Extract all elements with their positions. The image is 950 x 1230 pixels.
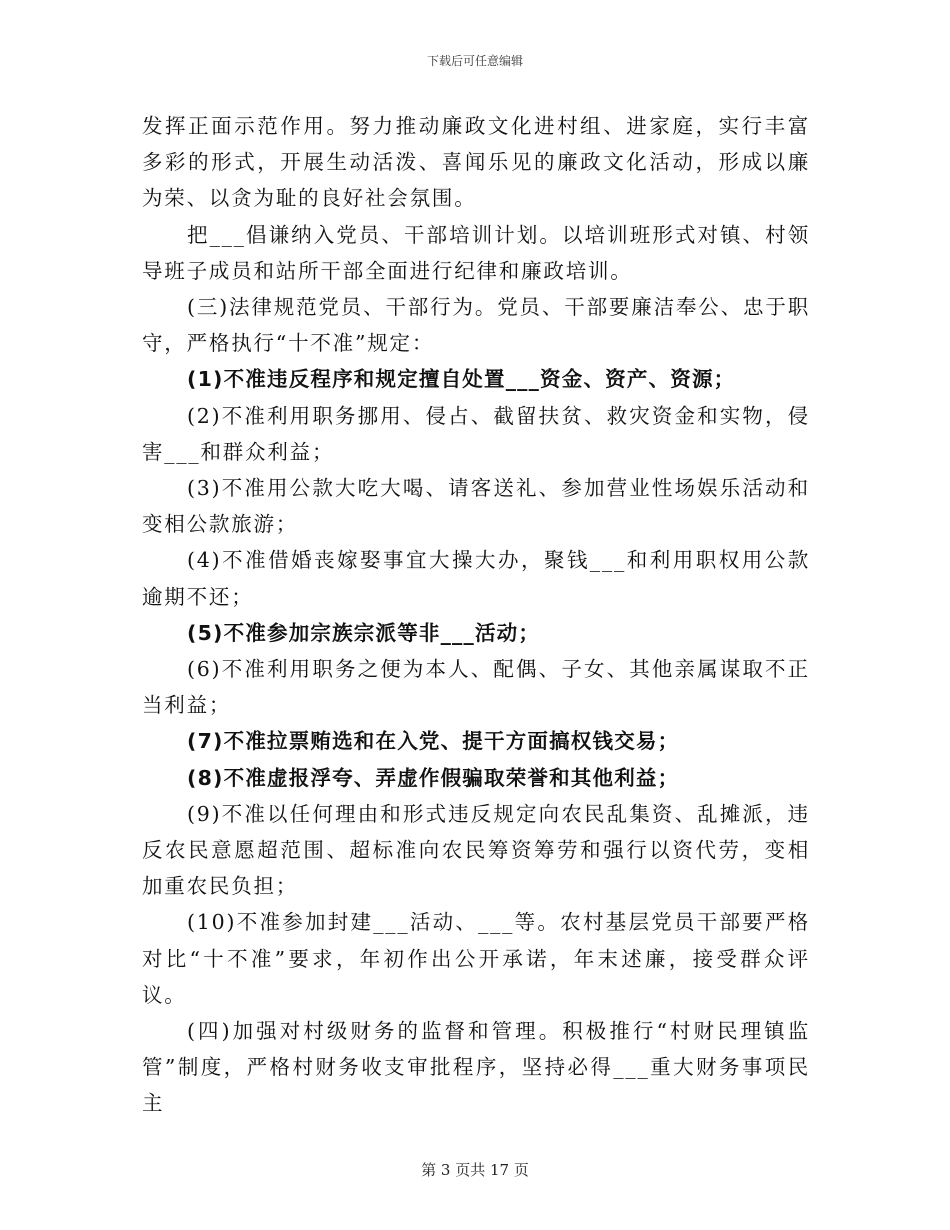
document-body xyxy=(142,108,810,1122)
paragraph-1: 发挥正面示范作用。努力推动廉政文化进村组、进家庭，实行丰富多彩的形式，开展生动活泼、喜闻乐见的廉政文化活动，形成以廉为荣、以贪为耻的良好社会氛围。 xyxy=(142,114,810,211)
rule-item-2: (2)不准利用职务挪用、侵占、截留扶贫、救灾资金和实物，侵害___和群众利益； xyxy=(142,403,810,464)
rule-item-3: (3)不准用公款大吃大喝、请客送礼、参加营业性场娱乐活动和变相公款旅游； xyxy=(142,476,810,537)
rule-item-10: (10)不准参加封建___活动、___等。农村基层党员干部要严格对比“十不准”要求，年初作出公开承诺，年末述廉，接受群众评议。 xyxy=(142,910,810,1007)
rule-item-4: (4)不准借婚丧嫁娶事宜大操大办，聚钱___和利用职权用公款逾期不还； xyxy=(142,548,810,609)
paragraph-2: 把___倡谦纳入党员、干部培训计划。以培训班形式对镇、村领导班子成员和站所干部全面进行纪律和廉政培训。 xyxy=(142,222,810,283)
rule-item-7: (7)不准拉票贿选和在入党、提干方面搞权钱交易； xyxy=(187,729,680,754)
rule-item-1: (1)不准违反程序和规定擅自处置___资金、资产、资源； xyxy=(187,367,736,392)
rule-item-9: (9)不准以任何理由和形式违反规定向农民乱集资、乱摊派，违反农民意愿超范围、超标准向农民筹资筹劳和强行以资代劳，变相加重农民负担； xyxy=(142,801,810,899)
paragraph-4: (四)加强对村级财务的监督和管理。积极推行“村财民理镇监管”制度，严格村财务收支审批程序，坚持必得___重大财务事项民主 xyxy=(142,1019,810,1116)
page-footer: 第 3 页共 17 页 xyxy=(421,1161,529,1179)
rule-item-8: (8)不准虚报浮夸、弄虚作假骗取荣誉和其他利益； xyxy=(187,765,680,790)
rule-item-6: (6)不准利用职务之便为本人、配偶、子女、其他亲属谋取不正当利益； xyxy=(142,657,810,718)
paragraph-3: (三)法律规范党员、干部行为。党员、干部要廉洁奉公、忠于职守，严格执行“十不准”规定： xyxy=(142,295,810,356)
rule-item-5: (5)不准参加宗族宗派等非___活动； xyxy=(187,620,541,645)
page-header: 下载后可任意编辑 xyxy=(426,54,523,68)
